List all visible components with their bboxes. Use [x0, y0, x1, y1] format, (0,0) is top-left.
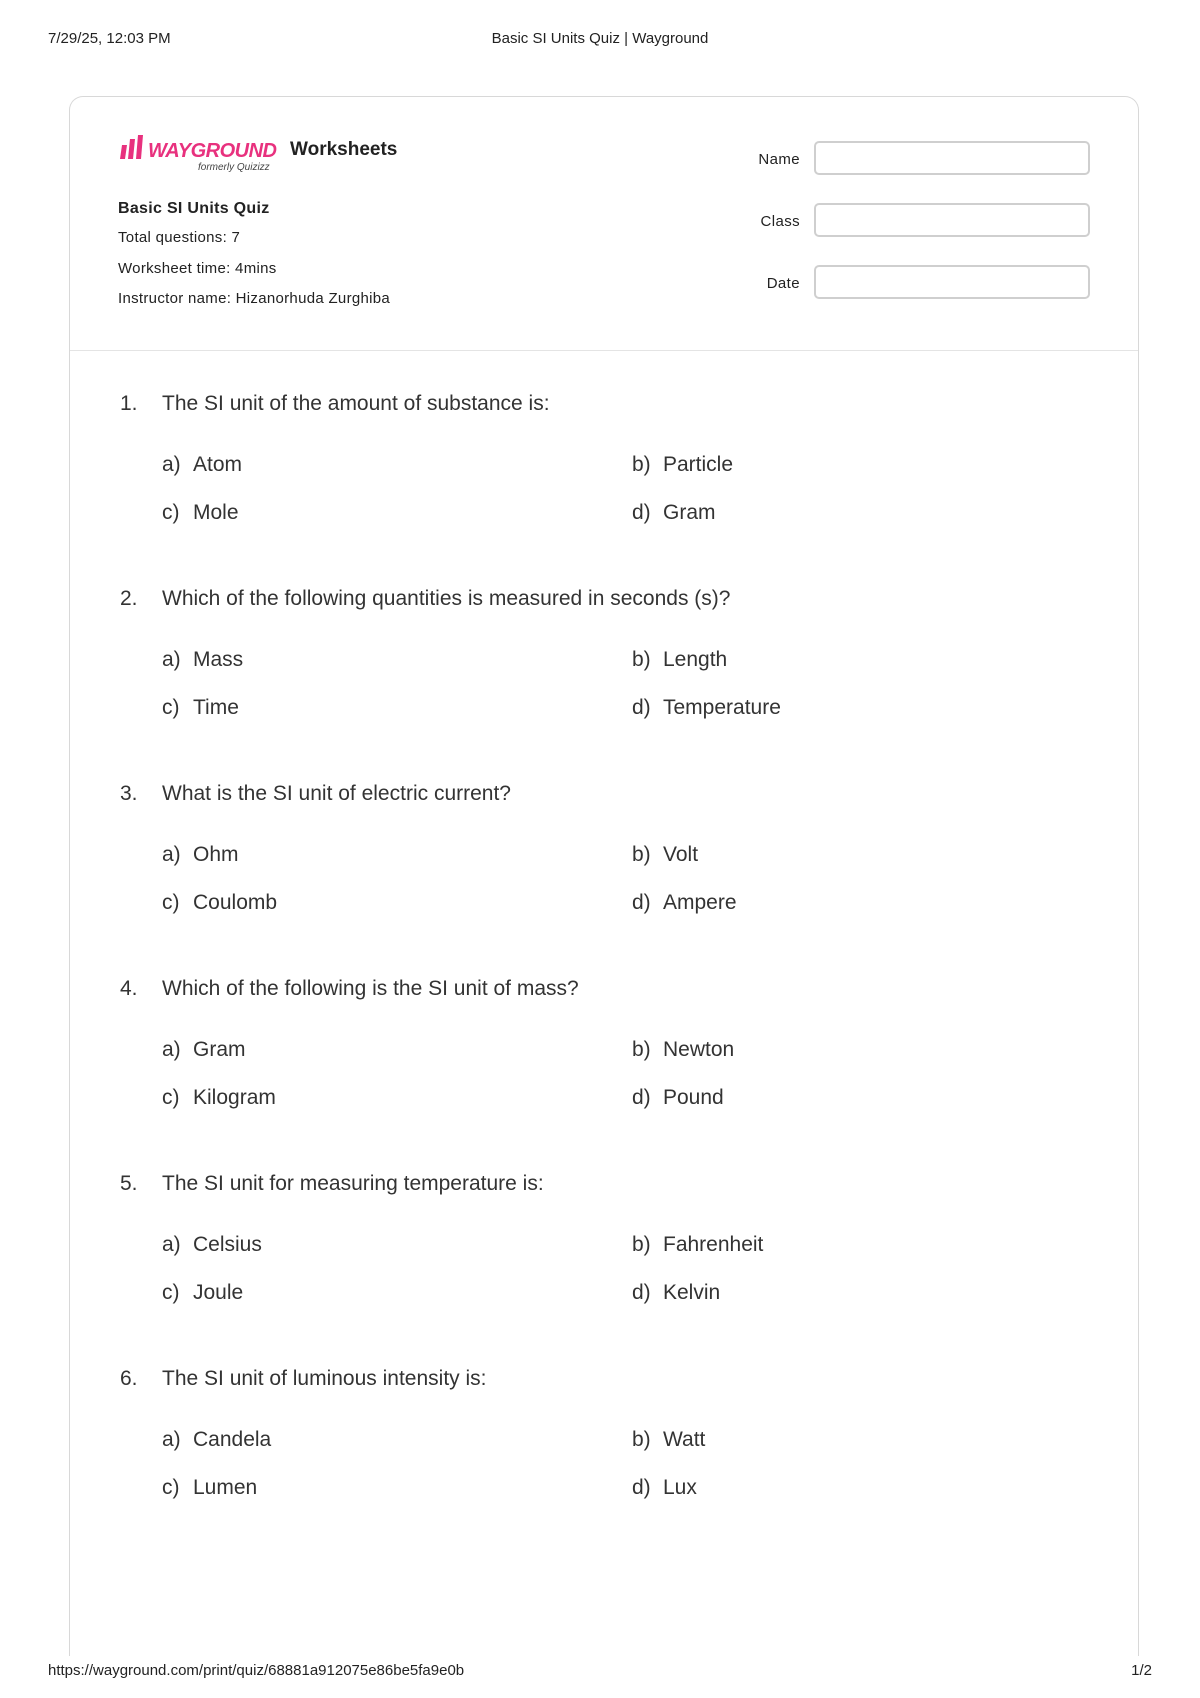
- question-number: 4.: [120, 977, 138, 1000]
- option-b: b) Fahrenheit: [632, 1233, 764, 1256]
- question-text: What is the SI unit of electric current?: [162, 782, 511, 805]
- question-number: 6.: [120, 1367, 138, 1390]
- option-b: b) Particle: [632, 453, 734, 476]
- logo-wordmark: WAYGROUND: [148, 140, 277, 162]
- option-b: b) Volt: [632, 843, 699, 866]
- print-url: https://wayground.com/print/quiz/68881a912075e86be5fa9e0b: [48, 1662, 465, 1679]
- logo-subtext: formerly Quizizz: [198, 162, 270, 173]
- option-d: d) Ampere: [632, 891, 737, 914]
- question-text: The SI unit of luminous intensity is:: [162, 1367, 487, 1390]
- question-text: Which of the following quantities is measured in seconds (s)?: [162, 587, 731, 610]
- option-c: c) Mole: [162, 501, 239, 524]
- option-a: a) Celsius: [162, 1233, 262, 1256]
- date-field[interactable]: [814, 265, 1090, 299]
- class-label: Class: [760, 213, 800, 230]
- question-list: [70, 392, 1138, 1562]
- question-3: [70, 782, 1138, 977]
- option-b: b) Newton: [632, 1038, 735, 1061]
- option-c: c) Joule: [162, 1281, 244, 1304]
- page-number: 1/2: [1131, 1662, 1152, 1679]
- option-d: d) Temperature: [632, 696, 781, 719]
- date-label: Date: [766, 275, 800, 292]
- option-a: a) Mass: [162, 648, 244, 671]
- question-text: The SI unit for measuring temperature is:: [162, 1172, 544, 1195]
- question-1: [70, 392, 1138, 587]
- class-field[interactable]: [814, 203, 1090, 237]
- option-b: b) Length: [632, 648, 728, 671]
- worksheet-header: [70, 97, 1138, 351]
- option-b: b) Watt: [632, 1428, 706, 1451]
- option-a: a) Ohm: [162, 843, 239, 866]
- option-a: a) Candela: [162, 1428, 272, 1451]
- worksheet-card: [69, 96, 1139, 1656]
- instructor-name: Instructor name: Hizanorhuda Zurghiba: [118, 290, 391, 307]
- name-field[interactable]: [814, 141, 1090, 175]
- wayground-logo: [120, 133, 280, 173]
- option-c: c) Kilogram: [162, 1086, 276, 1109]
- question-2: [70, 587, 1138, 782]
- print-date: 7/29/25, 12:03 PM: [48, 30, 171, 47]
- option-c: c) Time: [162, 696, 239, 719]
- question-number: 2.: [120, 587, 138, 610]
- worksheet-time: Worksheet time: 4mins: [118, 260, 277, 277]
- option-d: d) Pound: [632, 1086, 724, 1109]
- option-d: d) Lux: [632, 1476, 697, 1499]
- question-6: [70, 1367, 1138, 1562]
- question-number: 3.: [120, 782, 138, 805]
- question-number: 1.: [120, 392, 138, 415]
- option-a: a) Atom: [162, 453, 243, 476]
- print-title: Basic SI Units Quiz | Wayground: [491, 30, 709, 47]
- question-5: [70, 1172, 1138, 1367]
- question-number: 5.: [120, 1172, 138, 1195]
- option-a: a) Gram: [162, 1038, 246, 1061]
- name-label: Name: [758, 151, 800, 168]
- quiz-title: Basic SI Units Quiz: [118, 200, 270, 217]
- option-d: d) Gram: [632, 501, 716, 524]
- option-d: d) Kelvin: [632, 1281, 721, 1304]
- question-4: [70, 977, 1138, 1172]
- section-label: Worksheets: [290, 139, 398, 160]
- total-questions: Total questions: 7: [118, 229, 241, 246]
- option-c: c) Lumen: [162, 1476, 258, 1499]
- print-header: [0, 30, 1200, 50]
- question-text: The SI unit of the amount of substance is:: [162, 392, 550, 415]
- print-footer: [0, 1662, 1200, 1682]
- option-c: c) Coulomb: [162, 891, 278, 914]
- question-text: Which of the following is the SI unit of mass?: [162, 977, 579, 1000]
